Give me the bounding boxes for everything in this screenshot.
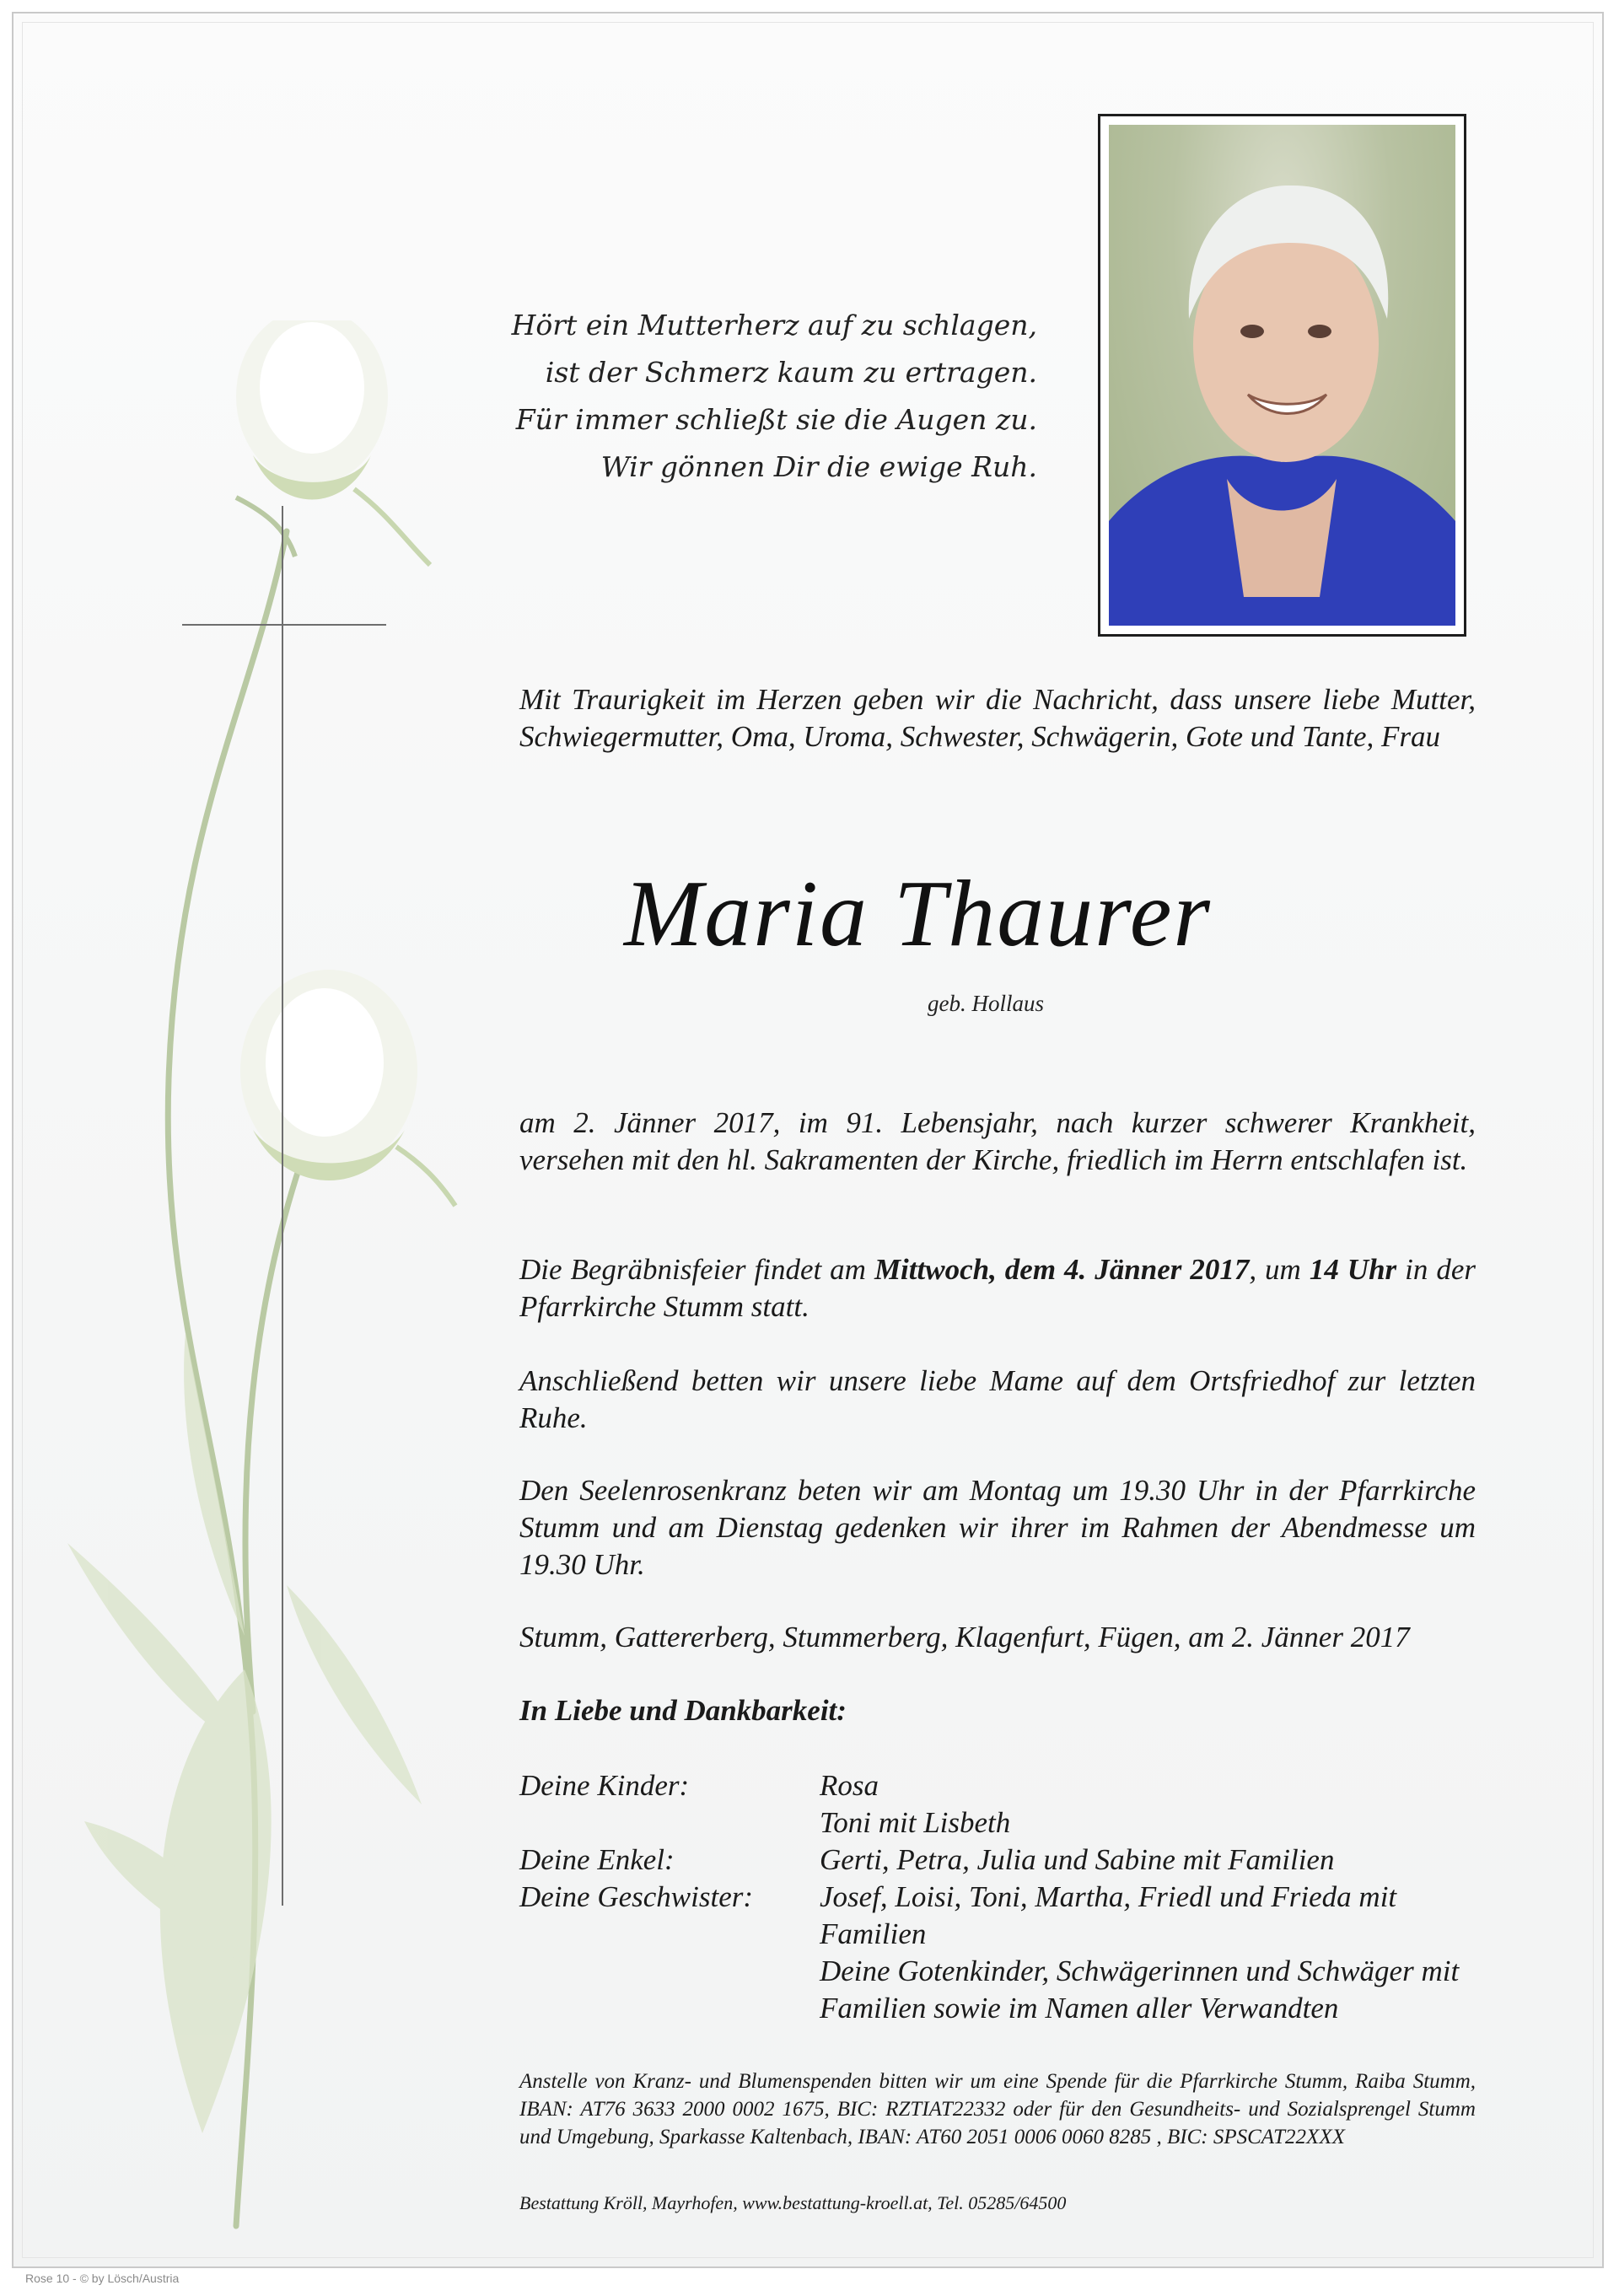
family-label bbox=[519, 1804, 820, 1842]
funeral-time: 14 Uhr bbox=[1309, 1253, 1397, 1286]
family-list bbox=[519, 1767, 1481, 2027]
family-label: Deine Geschwister: bbox=[519, 1880, 754, 1913]
funeral-day: Mittwoch, dem 4. Jänner 2017 bbox=[874, 1253, 1250, 1286]
rosary-paragraph: Den Seelenrosenkranz beten wir am Montag um 19.30 Uhr in der Pfarrkirche Stumm und am Dienstag gedenken wir ihrer im Rahmen der Abendmesse um 19.30 Uhr. bbox=[519, 1474, 1476, 1581]
death-notice-paragraph: am 2. Jänner 2017, im 91. Lebensjahr, nach kurzer schwerer Krankheit, versehen mit den hl. Sakramenten der Kirche, friedlich im Herrn entschlafen ist. bbox=[519, 1106, 1476, 1176]
cross-vertical-bar bbox=[282, 506, 283, 1906]
funeral-paragraph: Die Begräbnisfeier findet am Mittwoch, dem 4. Jänner 2017, um 14 Uhr in der Pfarrkirche Stumm statt. bbox=[519, 1253, 1476, 1323]
family-label: Deine Kinder: bbox=[519, 1769, 690, 1802]
undertaker-info: Bestattung Kröll, Mayrhofen, www.bestattung-kroell.at, Tel. 05285/64500 bbox=[519, 2192, 1067, 2213]
family-names: Toni mit Lisbeth bbox=[820, 1806, 1011, 1839]
family-row bbox=[519, 1879, 1481, 1953]
place-date-line: Stumm, Gattererberg, Stummerberg, Klagenfurt, Fügen, am 2. Jänner 2017 bbox=[519, 1621, 1410, 1653]
maiden-name: geb. Hollaus bbox=[928, 991, 1044, 1016]
family-label: Deine Enkel: bbox=[519, 1843, 675, 1876]
rose-bottom bbox=[240, 970, 455, 1206]
family-row bbox=[519, 1804, 1481, 1842]
burial-paragraph: Anschließend betten wir unsere liebe Mame auf dem Ortsfriedhof zur letzten Ruhe. bbox=[519, 1364, 1476, 1434]
cross-horizontal-bar bbox=[182, 624, 386, 626]
memorial-poem bbox=[489, 302, 1037, 491]
white-roses-illustration bbox=[34, 320, 506, 2243]
poem-line: ist der Schmerz kaum zu ertragen. bbox=[545, 356, 1037, 389]
family-names: Josef, Loisi, Toni, Martha, Friedl und Frieda mit Familien bbox=[820, 1880, 1397, 1950]
poem-line: Hört ein Mutterherz auf zu schlagen, bbox=[511, 309, 1037, 341]
family-names: Deine Gotenkinder, Schwägerinnen und Schwäger mit Familien sowie im Namen aller Verwandten bbox=[820, 1955, 1460, 2024]
copyright-note: Rose 10 - © by Lösch/Austria bbox=[25, 2272, 180, 2285]
rose-top bbox=[236, 320, 430, 565]
intro-paragraph: Mit Traurigkeit im Herzen geben wir die Nachricht, dass unsere liebe Mutter, Schwiegermutter, Oma, Uroma, Schwester, Schwägerin, Gote und Tante, Frau bbox=[519, 683, 1476, 753]
deceased-name: Maria Thaurer bbox=[624, 862, 1213, 966]
family-row bbox=[519, 1767, 1481, 1804]
portrait-photo bbox=[1098, 114, 1466, 637]
closing-line: In Liebe und Dankbarkeit: bbox=[519, 1694, 847, 1727]
family-names: Rosa bbox=[820, 1769, 879, 1802]
poem-line: Für immer schließt sie die Augen zu. bbox=[515, 403, 1037, 436]
donation-notice: Anstelle von Kranz- und Blumenspenden bitten wir um eine Spende für die Pfarrkirche Stumm, Raiba Stumm, IBAN: AT76 3633 2000 0002 1675, BIC: RZTIAT22332 oder für den Gesundheits- und Sozialsprengel Stumm und Umgebung, Sparkasse Kaltenbach, IBAN: AT60 2051 0006 0060 8285 , BIC: SPSCAT22XXX bbox=[519, 2070, 1476, 2148]
family-names: Gerti, Petra, Julia und Sabine mit Familien bbox=[820, 1843, 1335, 1876]
family-label bbox=[519, 1953, 820, 2027]
portrait-image bbox=[1109, 125, 1455, 626]
family-row bbox=[519, 1953, 1481, 2027]
family-row bbox=[519, 1842, 1481, 1879]
poem-line: Wir gönnen Dir die ewige Ruh. bbox=[600, 450, 1037, 483]
